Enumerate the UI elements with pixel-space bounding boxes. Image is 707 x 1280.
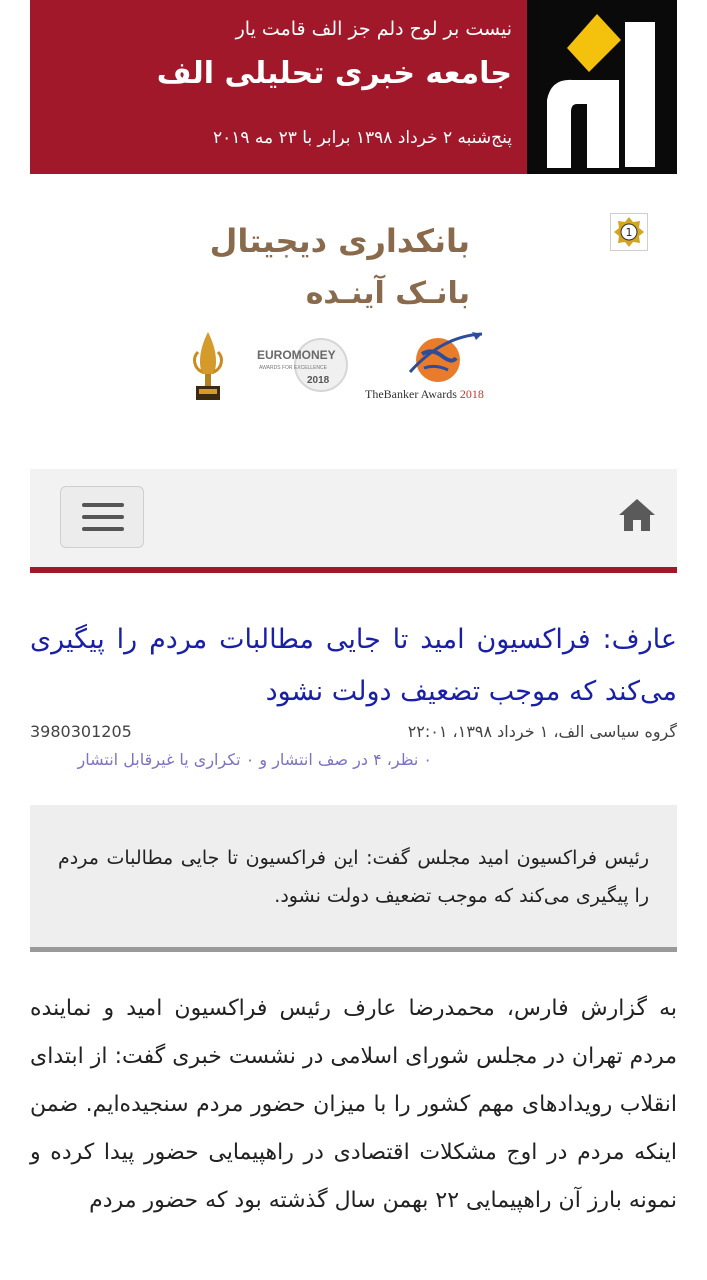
badge-number: 1 xyxy=(625,226,633,239)
article-lead-box xyxy=(30,805,677,952)
article-meta: گروه سیاسی الف، ۱ خرداد ۱۳۹۸، ۲۲:۰۱ xyxy=(407,722,677,741)
euromoney-label: EUROMONEY xyxy=(257,348,336,362)
trophy-icon xyxy=(190,328,226,404)
site-header xyxy=(30,0,677,174)
euromoney-sub: AWARDS FOR EXCELLENCE xyxy=(259,365,327,371)
banner-subheadline[interactable]: بانـک آینـده xyxy=(305,276,470,311)
header-date: پنج‌شنبه ۲ خرداد ۱۳۹۸ برابر با ۲۳ مه ۲۰۱۹ xyxy=(213,128,512,148)
bank-badge-icon[interactable] xyxy=(610,213,648,251)
alef-logo-icon xyxy=(527,0,677,174)
menu-bar-line xyxy=(82,527,124,531)
banner-headline[interactable]: بانکداری دیجیتال xyxy=(209,222,470,260)
home-icon[interactable] xyxy=(617,495,657,535)
euromoney-year: 2018 xyxy=(307,375,330,386)
site-title[interactable]: جامعه خبری تحلیلی الف xyxy=(156,56,512,91)
article-body: به گزارش فارس، محمدرضا عارف رئیس فراکسیون امید و نماینده مردم تهران در مجلس شورای اسلامی در نشست خبری گفت: از ابتدای انقلاب رویدادهای مهم کشور را با میزان حضور مردم سنجیده‌ایم. ضمن اینکه مردم در اوج مشکلات اقتصادی در راهپیمایی حضور پیدا کرده و نمونه بارز آن راهپیمایی ۲۲ بهمن سال گذشته بود که حضور مردم xyxy=(30,996,677,1213)
banker-awards-year: 2018 xyxy=(459,387,484,401)
article-lead: رئیس فراکسیون امید مجلس گفت: این فراکسیون تا جایی مطالبات مردم را پیگیری می‌کند که موجب تضعیف دولت نشود. xyxy=(58,847,649,907)
hamburger-menu-button[interactable] xyxy=(60,486,144,548)
navigation-bar xyxy=(30,469,677,573)
article-title[interactable]: عارف: فراکسیون امید تا جایی مطالبات مردم را پیگیری می‌کند که موجب تضعیف دولت نشود xyxy=(30,624,677,707)
banker-awards-label xyxy=(365,387,484,402)
site-logo[interactable] xyxy=(527,0,677,174)
site-slogan: نیست بر لوح دلم جز الف قامت یار xyxy=(235,18,512,40)
comment-stats-link[interactable]: ۰ نظر، ۴ در صف انتشار و ۰ تکراری یا غیرقابل انتشار xyxy=(77,750,432,769)
menu-bar-line xyxy=(82,515,124,519)
banker-awards-name: TheBanker Awards xyxy=(365,387,457,401)
banker-award-globe-icon xyxy=(402,326,486,388)
euromoney-award-logo xyxy=(255,335,349,397)
menu-bar-line xyxy=(82,503,124,507)
article-id: 3980301205 xyxy=(30,722,132,741)
